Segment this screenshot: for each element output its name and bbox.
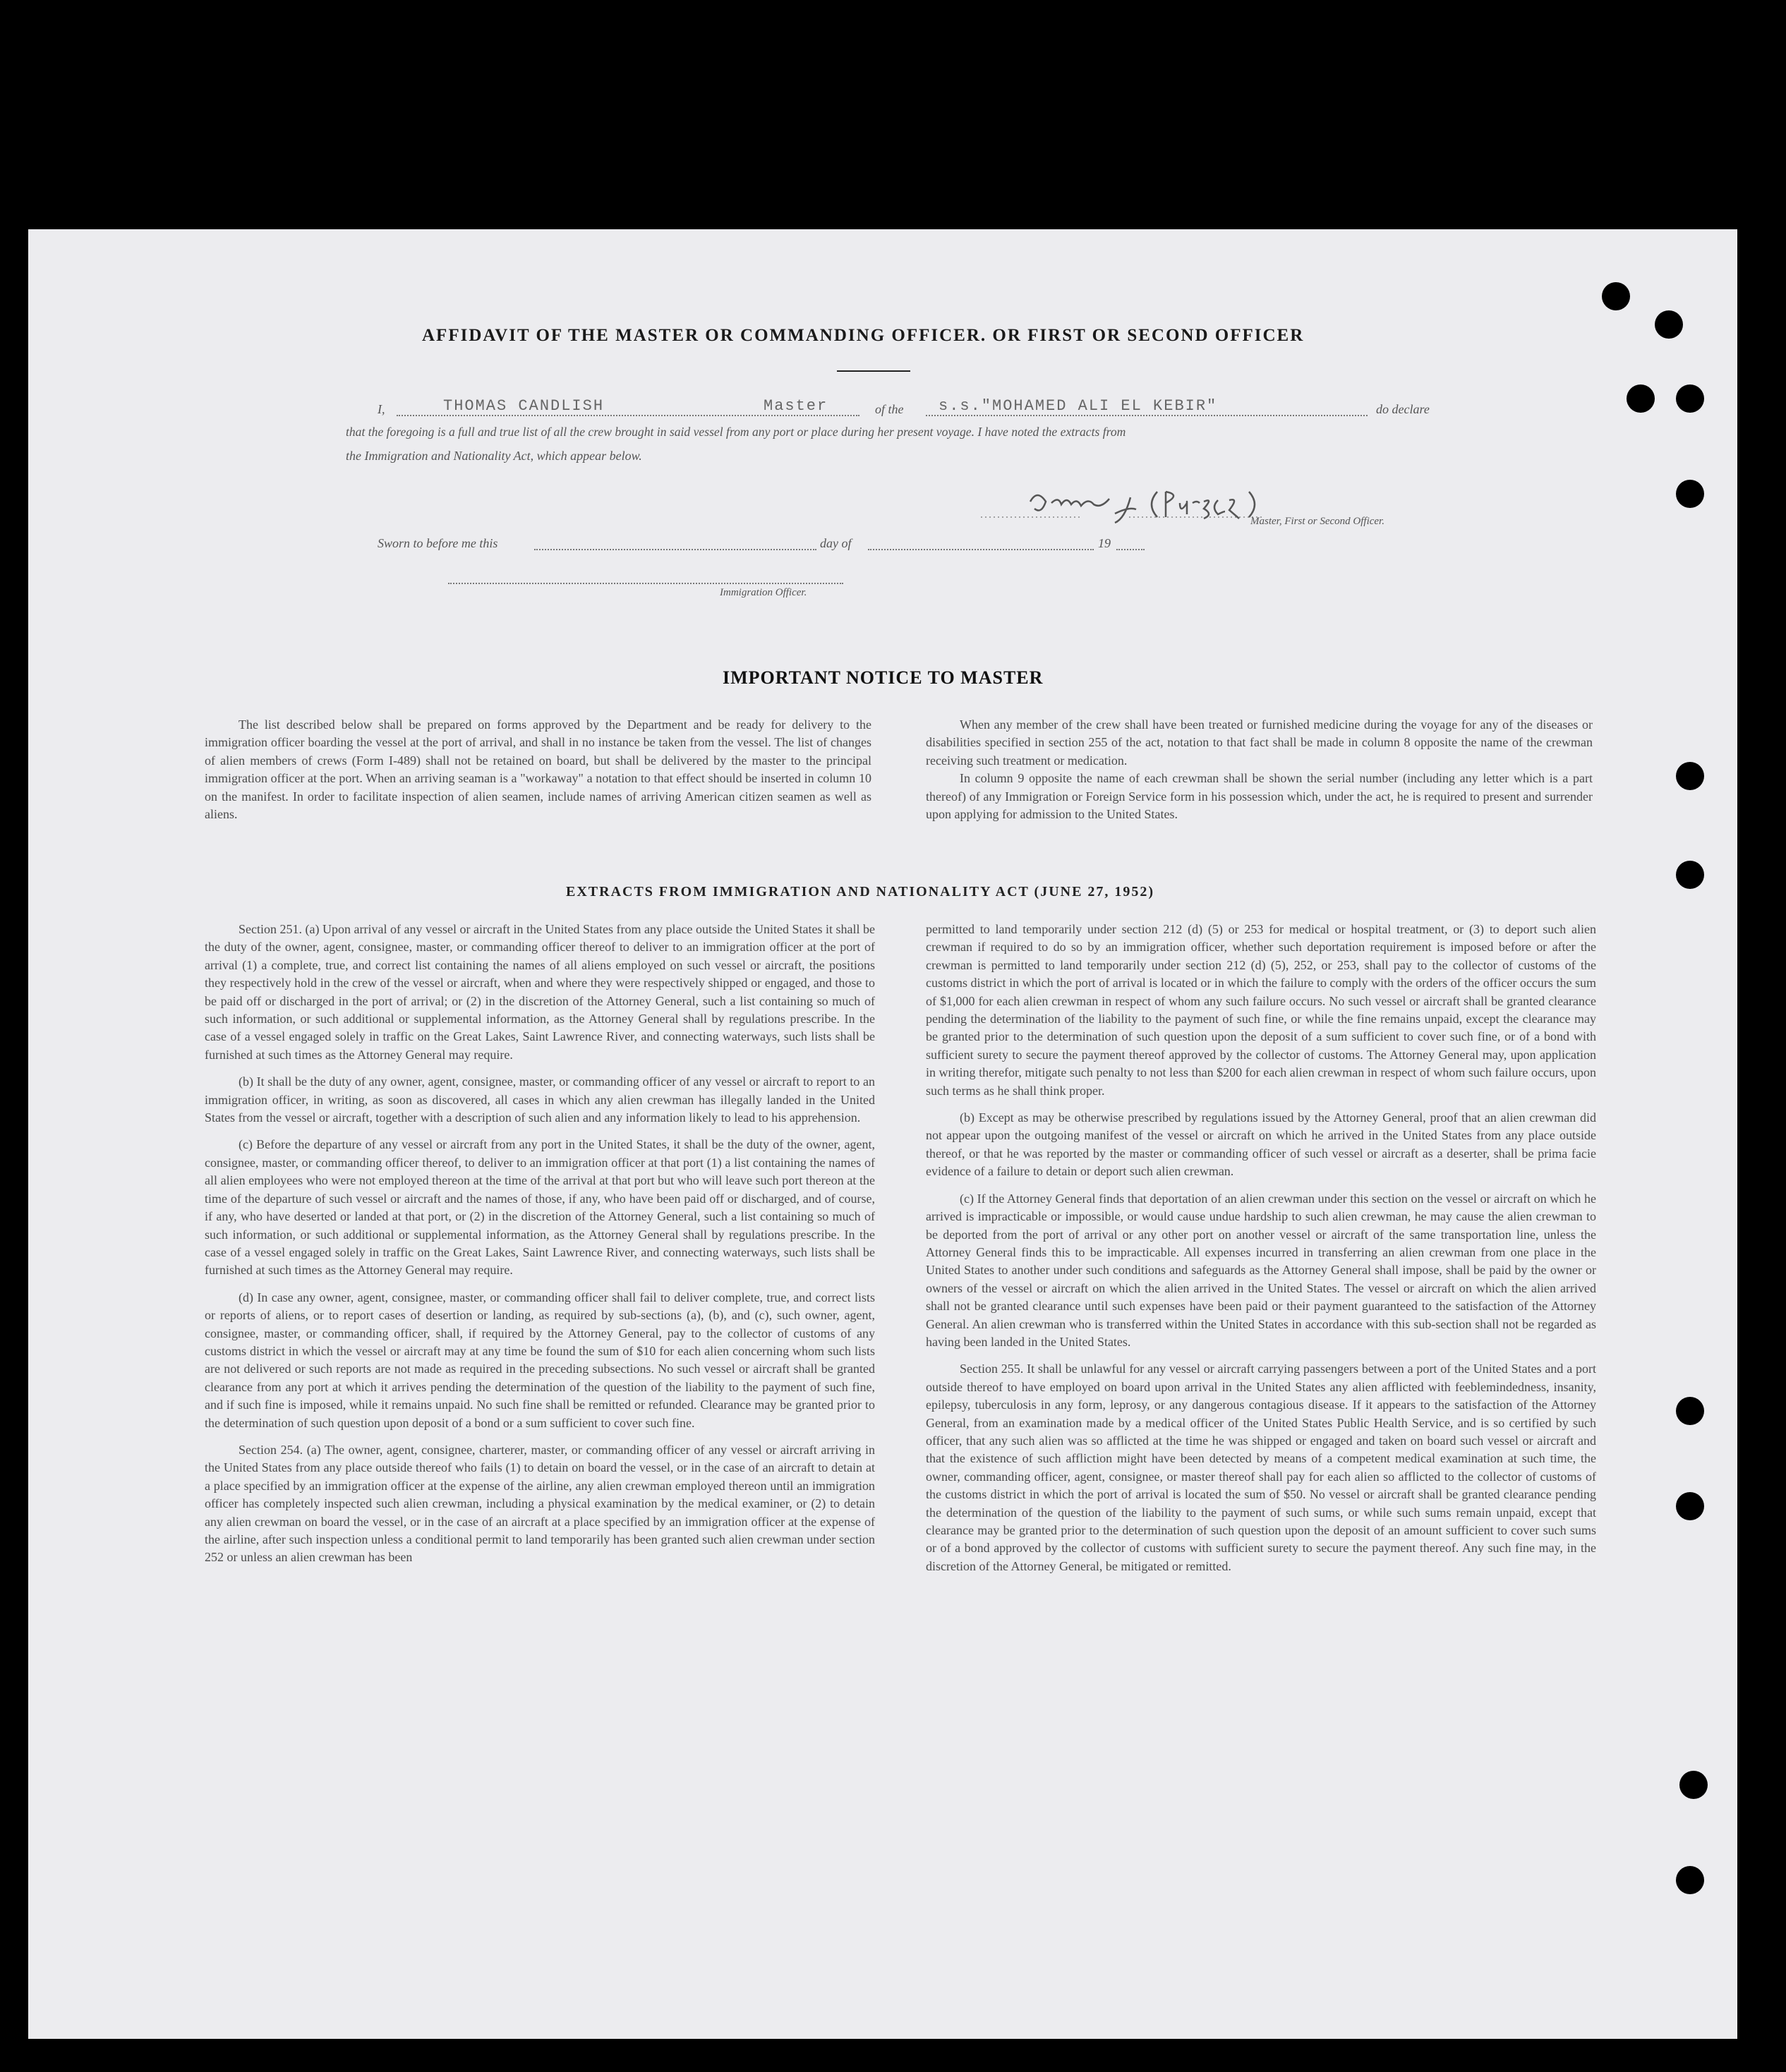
day-of-label: day of [820, 536, 852, 550]
extract-paragraph: (b) Except as may be otherwise prescribed by regulations issued by the Attorney General, proof that an alien crewman did not appear upon the outgoing manifest of the vessel or aircraft on which he arrived in the United States from any place outside thereof, or that he was reported by the master or commanding officer of such vessel or aircraft as a deserter, shall be prima facie evidence of a failure to detain or deport such alien crewman. [926, 1110, 1596, 1179]
title-rule [837, 370, 910, 372]
declare-label: do declare [1376, 402, 1430, 416]
extract-paragraph: (b) It shall be the duty of any owner, agent, consignee, master, or commanding officer of any vessel or aircraft to report to an immigration officer, in writing, as soon as discovered, all cases in which any alien crewman has illegally landed in the United States from the vessel or aircraft, together with a description of such alien and any information likely to lead to his apprehension. [205, 1074, 875, 1125]
punch-hole [1679, 1771, 1708, 1799]
extract-paragraph: Section 251. (a) Upon arrival of any vessel or aircraft in the United States from any place outside the United States it shall be the duty of the owner, agent, consignee, master, or commanding officer thereof to deliver to an immigration officer at the port of arrival (1) a complete, true, and correct list containing the names of all aliens employed on such vessel or aircraft, the positions they respectively hold in the crew of the vessel or aircraft, when and where they were respectively shipped or engaged, and those to be paid off or discharged in the port of arrival; or (2) in the discretion of the Attorney General, such a list containing so much of such information, or such additional or supplemental information, as the Attorney General shall by regulations prescribe. In the case of a vessel engaged solely in traffic on the Great Lakes, Saint Lawrence River, and connecting waterways, such lists shall be furnished at such times as the Attorney General may require. [205, 922, 875, 1062]
sworn-month-line [868, 549, 1094, 550]
extract-paragraph: (d) In case any owner, agent, consignee, master, or commanding officer shall fail to deliver complete, true, and correct lists or reports of aliens, or to report cases of desertion or landing, as required by sub-sections (a), (b), and (c), such owner, agent, consignee, master, or commanding officer, shall, if required by the Attorney General, pay to the collector of customs of any customs district in which the vessel or aircraft may at any time be found the sum of $10 for each alien concerning whom such lists are not delivered or such reports are not made as required in the preceding subsections. No such vessel or aircraft shall be granted clearance from any port at which it arrives pending the determination of the question of the liability to the payment of such fine, and if such fine is imposed, while it remains unpaid. No such fine shall be remitted or refunded. Clearance may be granted prior to the determination of such question upon deposit of a bond or a sum sufficient to cover such fine. [205, 1290, 875, 1430]
punch-hole [1655, 310, 1683, 339]
extract-paragraph: Section 255. It shall be unlawful for any vessel or aircraft carrying passengers between a port of the United States and a port outside thereof to have employed on board upon arrival in the United States any alien afflicted with feeblemindedness, insanity, epilepsy, tuberculosis in any form, leprosy, or any dangerous contagious disease. If it appears to the satisfaction of the Attorney General, from an examination made by a medical officer of the United States Public Health Service, and is so certified by such officer, that any such alien was so afflicted at the time he was shipped or engaged and taken on board such vessel or aircraft and that the existence of such affliction might have been detected by means of a competent medical examination at such time, the owner, commanding officer, agent, consignee, or master thereof shall pay for each alien so afflicted to the collector of customs of the customs district in which the port of arrival is located the sum of $50. No vessel or aircraft shall be granted clearance pending the determination of the question of the liability to the payment of such sums, or while such sums remain unpaid, except that clearance may be granted prior to the determination of such question upon the deposit of an amount sufficient to cover such sums or of a bond approved by the collector of customs with sufficient surety to secure the payment thereof. Any such fine may, in the discretion of the Attorney General, be mitigated or remitted. [926, 1362, 1596, 1573]
vessel-name: s.s."MOHAMED ALI EL KEBIR" [939, 397, 1218, 415]
signature-caption: Master, First or Second Officer. [1250, 516, 1384, 527]
punch-hole [1676, 861, 1704, 889]
extract-paragraph: permitted to land temporarily under section 212 (d) (5) or 253 for medical or hospital treatment, or (3) to deport such alien crewman if required to do so by an immigration officer, whether such deportation requirement is imposed before or after the crewman is permitted to land temporarily under section 212 (d) (5), 252, or 253, shall pay to the collector of customs of the customs district in which the port of arrival is located or in which the failure to comply with the orders of the officer occurs the sum of $1,000 for each alien crewman in respect of whom any such failure occurs. No such vessel or aircraft shall be granted clearance pending the determination of the liability to the payment of such fine, or while the fine remains unpaid, except the clearance may be granted prior to the determination of such question upon the deposit of a sum sufficient to cover such fine, or of a bond with sufficient surety to secure the payment thereof approved by the collector of customs. The Attorney General may, upon application in writing therefor, mitigate such penalty to not less than $200 for each alien crewman in respect of whom such failure occurs, upon such terms as he shall think proper. [926, 922, 1596, 1098]
affidavit-line-3: the Immigration and Nationality Act, which appear below. [346, 449, 642, 463]
punch-hole [1676, 762, 1704, 790]
extracts-title: EXTRACTS FROM IMMIGRATION AND NATIONALITY ACT (JUNE 27, 1952) [566, 884, 1155, 899]
affidavit-title: AFFIDAVIT OF THE MASTER OR COMMANDING OFFICER. OR FIRST OR SECOND OFFICER [422, 326, 1305, 345]
notice-title: IMPORTANT NOTICE TO MASTER [723, 667, 1044, 688]
punch-hole [1676, 384, 1704, 413]
master-rank: Master [764, 397, 828, 415]
sworn-day-line [534, 549, 816, 550]
name-field-line [397, 415, 859, 416]
i-label: I, [378, 402, 385, 416]
extracts-right-column [926, 921, 1596, 1585]
extract-paragraph: Section 254. (a) The owner, agent, consignee, charterer, master, or commanding officer of any vessel or aircraft arriving in the United States from any place outside thereof who fails (1) to detain on board the vessel, or in the case of an aircraft to detain at a place specified by an immigration officer at the expense of the airline, any alien crewman employed thereon until an immigration officer has completely inspected such alien crewman, including a physical examination by the medical examiner, or (2) to detain any alien crewman on board the vessel, or in the case of an aircraft at a place specified by an immigration officer at the expense of the airline, after such inspection unless a conditional permit to land temporarily has been granted such alien crewman under section 252 or unless an alien crewman has been [205, 1442, 875, 1565]
of-the-label: of the [875, 402, 904, 416]
notice-right-column [926, 716, 1593, 823]
punch-hole [1676, 1866, 1704, 1894]
year-label: 19 [1098, 536, 1111, 550]
extract-paragraph: (c) Before the departure of any vessel or aircraft from any port in the United States, it shall be the duty of the owner, agent, consignee, master, or commanding officer thereof, to deliver to an immigration officer at that port (1) a list containing the names of all alien employees who were not employed thereon at the time of the arrival at that port but who will leave such port thereon at the time of the departure of such vessel or aircraft and the names of those, if any, who have been paid off or discharged, and of course, if any, who have deserted or landed at that port, or (2) in the discretion of the Attorney General, such a list containing so much of such information, or such additional or supplemental information, as the Attorney General shall by regulations prescribe. In the case of a vessel engaged solely in traffic on the Great Lakes, Saint Lawrence River, and connecting waterways, such lists shall be furnished at such times as the Attorney General may require. [205, 1137, 875, 1278]
officer-signature-line [448, 583, 843, 584]
punch-hole [1602, 282, 1630, 310]
notice-left-column [205, 716, 871, 823]
notice-right-paragraph-1: When any member of the crew shall have been treated or furnished medicine during the voyage for any of the diseases or disabilities specified in section 255 of the act, notation to that fact shall be made in column 8 opposite the name of the crewman receiving such treatment or medication. [926, 717, 1593, 768]
punch-hole [1676, 480, 1704, 508]
master-name: THOMAS CANDLISH [443, 397, 605, 415]
vessel-field-line [926, 415, 1368, 416]
officer-caption: Immigration Officer. [720, 587, 807, 598]
affidavit-line-2: that the foregoing is a full and true list of all the crew brought in said vessel from any port or place during her present voyage. I have noted the extracts from [346, 425, 1126, 439]
punch-hole [1676, 1397, 1704, 1425]
punch-hole [1627, 384, 1655, 413]
sworn-year-line [1116, 549, 1145, 550]
sworn-label: Sworn to before me this [378, 536, 498, 550]
notice-right-paragraph-2: In column 9 opposite the name of each crewman shall be shown the serial number (including any letter which is a part thereof) of any Immigration or Foreign Service form in his possession which, under the act, he is required to present and surrender upon applying for admission to the United States. [926, 771, 1593, 822]
notice-left-paragraph: The list described below shall be prepared on forms approved by the Department and be ready for delivery to the immigration officer boarding the vessel at the port of arrival, and shall in no instance be taken from the vessel. The list of changes of alien members of crews (Form I-489) shall not be retained on board, but shall be delivered by the master to the principal immigration officer at the port. When an arriving seaman is a "workaway" a notation to that effect should be inserted in column 10 on the manifest. In order to facilitate inspection of alien seamen, include names of arriving American citizen seamen as well as aliens. [205, 717, 871, 822]
extracts-left-column [205, 921, 875, 1576]
punch-hole [1676, 1492, 1704, 1520]
extract-paragraph: (c) If the Attorney General finds that deportation of an alien crewman under this section on the vessel or aircraft on which he arrived is impracticable or impossible, or would cause undue hardship to such alien crewman, he may cause the alien crewman to be deported from the port of arrival or any other port on another vessel or aircraft of the same transportation line, unless the Attorney General finds this to be impracticable. All expenses incurred in transferring an alien crewman from one place in the United States to another under such conditions and safeguards as the Attorney General shall impose, shall be paid by the owner or owners of the vessel or aircraft on which the alien arrived in the United States. The vessel or aircraft on which the alien arrived shall not be granted clearance until such expenses have been paid or their payment guaranteed to the satisfaction of the Attorney General. An alien crewman who is transferred within the United States in accordance with this sub-section shall not be regarded as having been landed in the United States. [926, 1191, 1596, 1349]
